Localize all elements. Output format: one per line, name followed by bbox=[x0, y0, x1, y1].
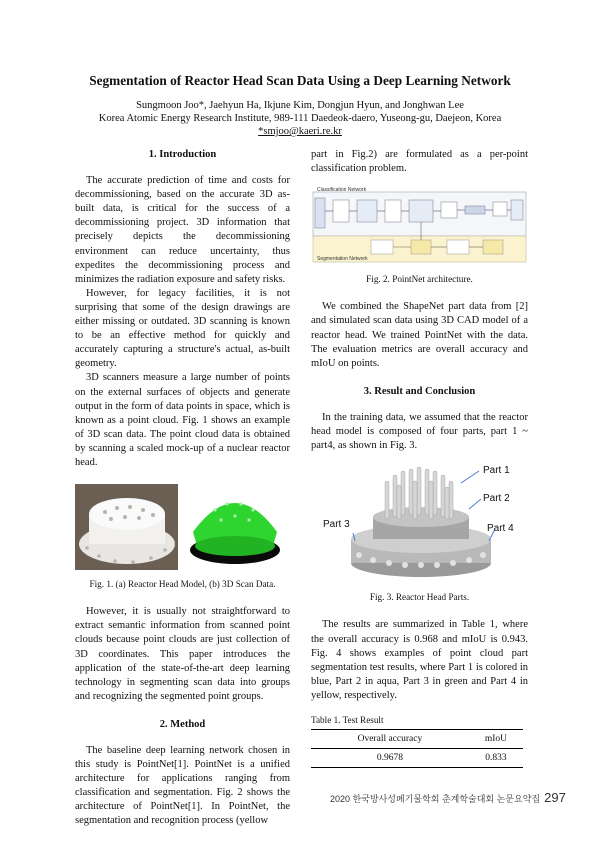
fig3-label-part1: Part 1 bbox=[483, 465, 510, 477]
section-heading-method: 2. Method bbox=[159, 718, 206, 730]
authors: Sungmoon Joo*, Jaehyun Ha, Ikjune Kim, Dongjun Hyun, and Jonghwan Lee bbox=[136, 100, 464, 111]
fig3-label-part2: Part 2 bbox=[483, 493, 510, 505]
page-footer bbox=[330, 790, 566, 805]
fig2-label-classification: Classification Network bbox=[317, 187, 367, 194]
table-1 bbox=[311, 713, 528, 768]
right-column bbox=[311, 148, 528, 768]
result-table bbox=[311, 729, 523, 768]
paper-title: Segmentation of Reactor Head Scan Data Using a Deep Learning Network bbox=[89, 73, 511, 88]
figure-2-image bbox=[311, 186, 528, 264]
intro-paragraph-3: 3D scanners measure a large number of points on the external surfaces of objects and generate output in the form of data points in space, which is known as a point cloud. Fig. 1 shows an example of 3D scan data. The point cloud data is obtained by scanning a scaled mock-up of a nuclear reactor head. bbox=[75, 372, 290, 468]
method-paragraph-1: The baseline deep learning network chosen in this study is PointNet[1]. PointNet is a unified architecture for applications ranging from classification and segmentation. Fig. 2 shows the architecture of PointNet[1]. In PointNet, the segmentation and recognition process (yellow bbox=[75, 745, 290, 827]
page-number: 297 bbox=[544, 790, 566, 805]
figure-2 bbox=[311, 186, 528, 286]
affiliation: Korea Atomic Energy Research Institute, 989-111 Daedeok-daero, Yuseong-gu, Daejeon, Korea bbox=[98, 113, 502, 124]
table-caption: Table 1. Test Result bbox=[311, 714, 384, 725]
intro-paragraph-2: However, for legacy facilities, it is not surprising that some of the design drawings are either missing or outdated. 3D scanning is known to be an effective method for quickly and accurately capturing a structure's actual, as-built geometry. bbox=[75, 287, 290, 370]
section-heading-results: 3. Result and Conclusion bbox=[363, 385, 476, 397]
author-block bbox=[0, 99, 600, 138]
figure-3-image bbox=[311, 459, 528, 583]
method-paragraph-1-continued: part in Fig.2) are formulated as a per-point classification problem. bbox=[311, 149, 528, 175]
results-paragraph-1: In the training data, we assumed that the reactor head model is composed of four parts, part 1 ~ part4, as shown in Fig. 3. bbox=[311, 411, 528, 452]
email: *smjoo@kaeri.re.kr bbox=[258, 126, 342, 137]
figure-1-image bbox=[75, 484, 290, 570]
footer-text: 2020 한국방사성폐기물학회 춘계학술대회 논문요약집 bbox=[330, 794, 541, 804]
figure-1-caption: Fig. 1. (a) Reactor Head Model, (b) 3D Scan Data. bbox=[89, 579, 276, 590]
intro-paragraph-4: However, it is usually not straightforward to extract semantic information from scanned point clouds because point clouds are just collection of 3D coordinates. This paper introduces the application of the state-of-the-art deep learning technology in segmenting scan data into groups and recognizing the segmented point groups. bbox=[75, 606, 290, 702]
method-paragraph-2: We combined the ShapeNet part data from [2] and simulated scan data using 3D CAD model of a reactor head. We trained PointNet with the data. The evaluation metrics are overall accuracy and mIoU on points. bbox=[311, 301, 528, 369]
table-cell-miou: 0.833 bbox=[485, 753, 507, 764]
table-header-miou: mIoU bbox=[484, 734, 507, 745]
fig3-label-part3: Part 3 bbox=[323, 519, 350, 531]
table-header-accuracy: Overall accuracy bbox=[357, 734, 423, 745]
figure-1 bbox=[75, 484, 290, 591]
results-paragraph-2: The results are summarized in Table 1, where the overall accuracy is 0.968 and mIoU is 0.943. Fig. 4 shows examples of point cloud part segmentation test results, where Part 1 is colored in blue, Part 2 in aqua, Part 3 in green and Part 4 in yellow, respectively. bbox=[311, 619, 528, 701]
figure-2-caption: Fig. 2. PointNet architecture. bbox=[366, 274, 473, 285]
figure-3 bbox=[311, 459, 528, 604]
table-cell-accuracy: 0.9678 bbox=[376, 753, 403, 764]
intro-paragraph-1: The accurate prediction of time and costs for decommissioning, based on the accurate 3D as-built data, is critical for the success of a decommissioning project. 3D information that precisely depicts the decommissioning environment can reduce uncertainty, thus expedites the decommissioning process and minimizes the radiation exposure and safety risks. bbox=[75, 175, 290, 285]
left-column bbox=[75, 148, 290, 829]
fig2-label-segmentation: Segmentation Network bbox=[317, 256, 368, 263]
figure-3-caption: Fig. 3. Reactor Head Parts. bbox=[369, 592, 470, 603]
section-heading-introduction: 1. Introduction bbox=[148, 149, 217, 160]
fig3-label-part4: Part 4 bbox=[487, 523, 514, 535]
